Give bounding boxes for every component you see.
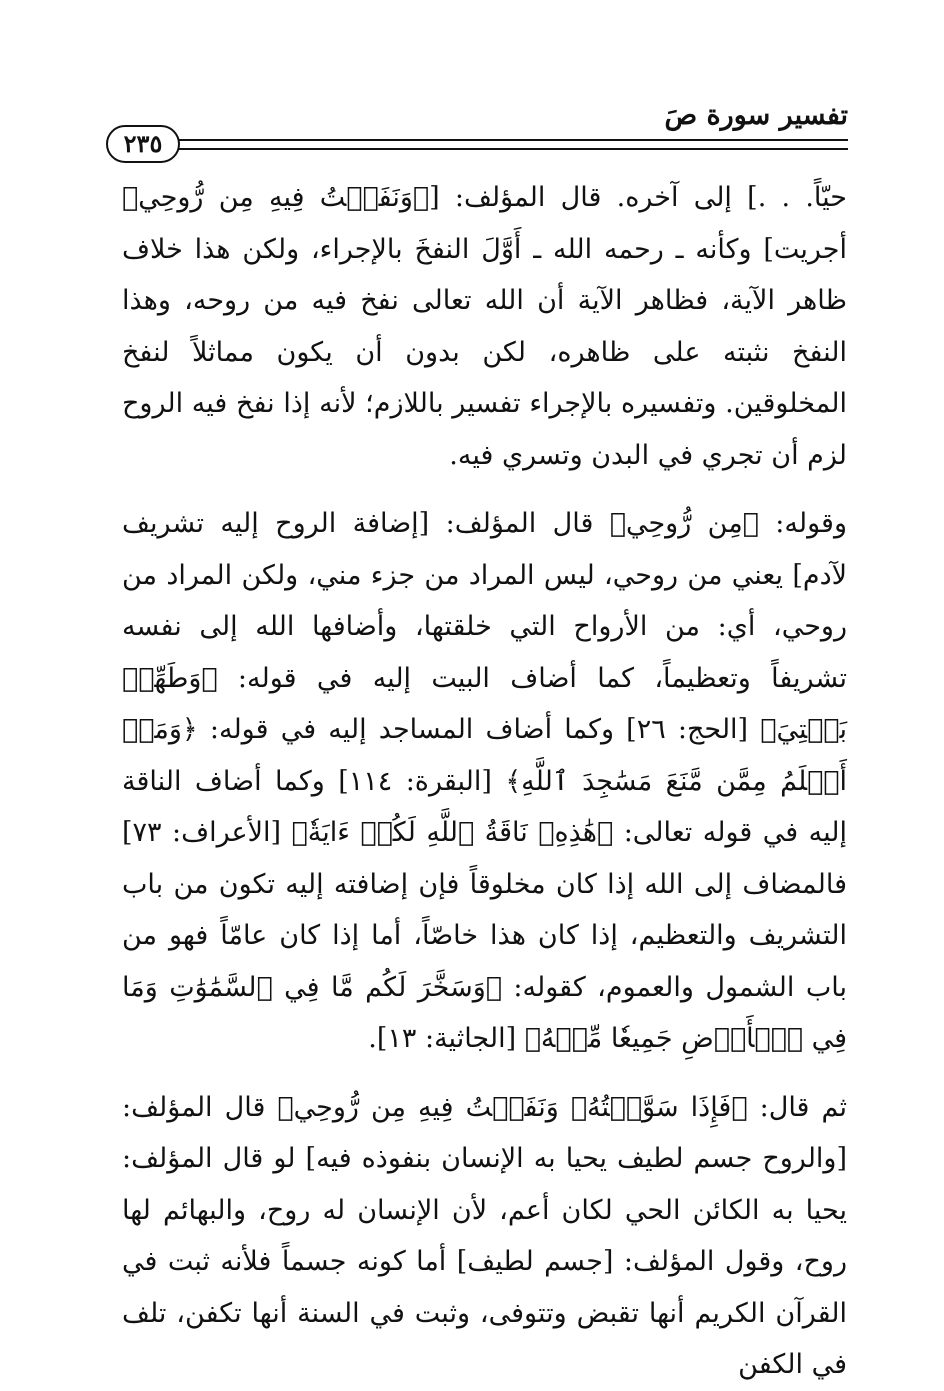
- header-rule: [170, 139, 848, 150]
- page-number: ٢٣٥: [106, 125, 180, 163]
- running-header-title: تفسير سورة صَ: [664, 100, 848, 131]
- paragraph-1: حيّاً. . .] إلى آخره. قال المؤلف: [﴿وَنَفَخۡتُ فِيهِ مِن رُّوحِي﴾ أجريت] وكأنه ـ رحمه الله ـ أَوَّلَ النفخَ بالإجراء، ولكن هذا خلاف ظاهر الآية، فظاهر الآية أن الله تعالى نفخ فيه من روحه، وهذا النفخ نثبته على ظاهره، لكن بدون أن يكون مماثلاً لنفخ المخلوقين. وتفسيره بالإجراء تفسير باللازم؛ لأنه إذا نفخ فيه الروح لزم أن تجري في البدن وتسري فيه.: [122, 182, 847, 471]
- paragraph-2: وقوله: ﴿مِن رُّوحِي﴾ قال المؤلف: [إضافة الروح إليه تشريف لآدم] يعني من روحي، ليس المراد من جزء مني، ولكن المراد من روحي، أي: من الأرواح التي خلقتها، وأضافها الله إلى نفسه تشريفاً وتعظيماً، كما أضاف البيت إليه في قوله: ﴿وَطَهِّرۡ بَيۡتِيَ﴾ [الحج: ٢٦] وكما أضاف المساجد إليه في قوله: ﴿وَمَنۡ أَظۡلَمُ مِمَّن مَّنَعَ مَسَٰجِدَ ٱللَّهِ﴾ [البقرة: ١١٤] وكما أضاف الناقة إليه في قوله تعالى: ﴿هَٰذِهِۦ نَاقَةُ ٱللَّهِ لَكُمۡ ءَايَةٗ﴾ [الأعراف: ٧٣] فالمضاف إلى الله إذا كان مخلوقاً فإن إضافته إليه تكون من باب التشريف والتعظيم، إذا كان هذا خاصّاً، أما إذا كان عامّاً فهو من باب الشمول والعموم، كقوله: ﴿وَسَخَّرَ لَكُم مَّا فِي ٱلسَّمَٰوَٰتِ وَمَا فِي ٱلۡأَرۡضِ جَمِيعٗا مِّنۡهُ﴾ [الجاثية: ١٣].: [122, 508, 848, 1054]
- paragraph-3: ثم قال: ﴿فَإِذَا سَوَّيۡتُهُۥ وَنَفَخۡتُ فِيهِ مِن رُّوحِي﴾ قال المؤلف: [والروح جسم لطيف يحيا به الإنسان بنفوذه فيه] لو قال المؤلف: يحيا به الكائن الحي لكان أعم، لأن الإنسان له روح، والبهائم لها روح، وقول المؤلف: [جسم لطيف] أما كونه جسماً فلأنه ثبت في القرآن الكريم أنها تقبض وتتوفى، وثبت في السنة أنها تكفن، تلف في الكفن: [122, 1091, 847, 1380]
- page-body: [122, 172, 847, 1391]
